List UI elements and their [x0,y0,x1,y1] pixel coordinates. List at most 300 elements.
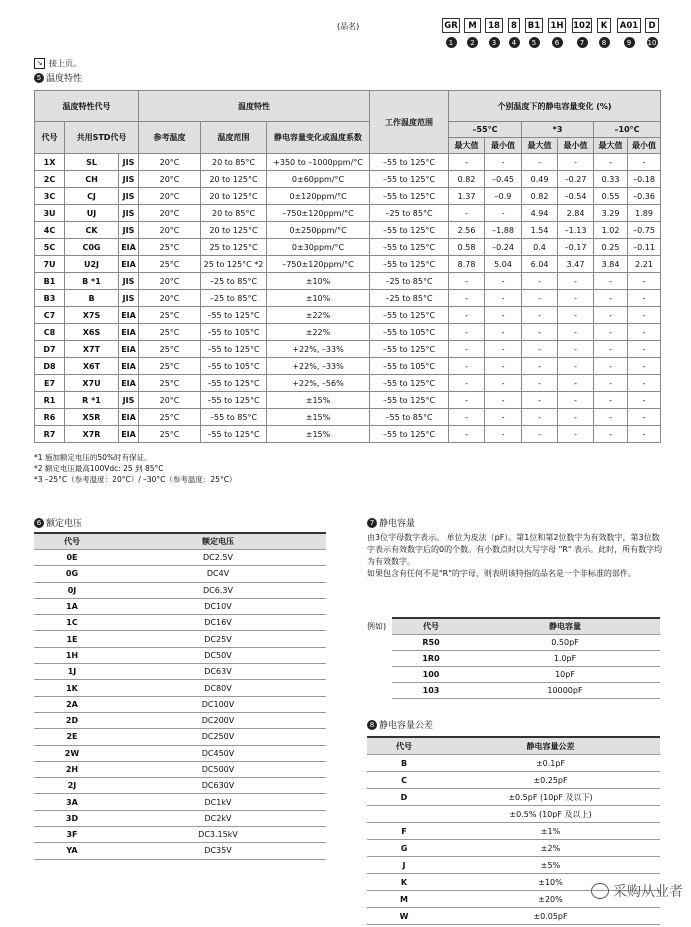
table-cell: 0.82 [522,188,558,205]
code-number-icon: 7 [577,37,588,48]
table-cell: 5.04 [485,256,522,273]
table-cell: 10000pF [470,683,660,699]
table-cell: JIS [119,188,139,205]
table-cell: –55 to 125°C [370,375,449,392]
col-temp-char: 温度特性 [139,91,370,122]
table-cell: –25 to 85°C [370,273,449,290]
table-cell: DC250V [110,729,326,745]
table-cell: –0.17 [558,239,594,256]
cap-table [392,617,660,699]
table-cell: - [594,290,628,307]
table-cell: –55 to 125°C [370,426,449,443]
table-cell: 0.55 [594,188,628,205]
table-cell: 1.37 [449,188,485,205]
table-row [35,409,661,426]
table-cell: ±0.05pF [441,908,660,925]
table-cell: - [558,375,594,392]
table-cell: - [485,341,522,358]
table-cell: - [485,409,522,426]
table-cell: - [628,341,661,358]
table-cell: –55 to 85°C [201,409,267,426]
table-cell: –0.27 [558,171,594,188]
table-cell: 2A [34,696,110,712]
table-cell: CK [65,222,119,239]
continued-note [34,58,81,69]
temp-char-table [34,90,661,443]
code-box: GR [442,18,460,33]
table-row [367,789,660,806]
table-row [34,843,326,859]
table-cell: 3D [34,810,110,826]
code-box: 1H [548,18,566,33]
table-cell [367,806,441,823]
table-cell: –55 to 105°C [370,358,449,375]
table-row [34,827,326,843]
table-cell: ±15% [267,409,370,426]
cap-description [367,532,667,580]
table-cell: X5R [65,409,119,426]
table-cell: R6 [35,409,65,426]
table-cell: - [594,324,628,341]
code-number-icon: 9 [624,37,635,48]
table-cell: ±22% [267,324,370,341]
table-cell: –25 to 85°C [201,290,267,307]
table-cell: 1.0pF [470,651,660,667]
table-row [35,171,661,188]
table-cell: –55 to 125°C [201,341,267,358]
temp-section-heading [34,71,82,84]
table-cell: 0.50pF [470,635,660,651]
table-cell: EIA [119,375,139,392]
table-cell: 2C [35,171,65,188]
table-cell: - [594,154,628,171]
table-cell: DC25V [110,631,326,647]
table-cell: G [367,840,441,857]
col-code: 代号 [392,618,470,635]
table-cell: - [628,324,661,341]
table-cell: EIA [119,239,139,256]
table-cell: ±10% [441,874,660,891]
table-cell: - [449,426,485,443]
table-cell: - [485,324,522,341]
table-row [35,358,661,375]
col-t2: *3 [522,122,594,138]
table-cell: 0±250ppm/°C [267,222,370,239]
col-working-range: 工作温度范围 [370,91,449,154]
table-cell: 25°C [139,426,201,443]
table-cell: 0.4 [522,239,558,256]
table-cell: ±15% [267,392,370,409]
table-cell: - [628,273,661,290]
table-cell: –750±120ppm/°C [267,256,370,273]
code-box: 102 [572,18,592,33]
col-temp-range: 温度范围 [201,122,267,154]
col-t3: –10°C [594,122,661,138]
table-cell: 2.84 [558,205,594,222]
table-cell: - [558,409,594,426]
table-cell: 20°C [139,171,201,188]
table-cell: –0.75 [628,222,661,239]
table-cell: C0G [65,239,119,256]
col-tolerance: 静电容量公差 [441,737,660,755]
col-ref-temp: 参考温度 [139,122,201,154]
table-cell: E7 [35,375,65,392]
temp-section-title: 温度特性 [46,74,83,84]
table-cell: 3.29 [594,205,628,222]
table-cell: 25°C [139,341,201,358]
table-cell: 0.33 [594,171,628,188]
table-row [35,239,661,256]
table-cell: - [449,392,485,409]
code-number-icon: 1 [446,37,457,48]
table-cell: –55 to 125°C [370,171,449,188]
table-cell: - [628,409,661,426]
table-row [367,857,660,874]
table-cell: –55 to 125°C [370,154,449,171]
table-cell: JIS [119,392,139,409]
table-cell: 2D [34,712,110,728]
table-cell: - [594,358,628,375]
table-cell: D7 [35,341,65,358]
table-row [367,840,660,857]
table-cell: - [485,205,522,222]
table-cell: - [558,154,594,171]
table-cell: 0.25 [594,239,628,256]
table-cell: - [594,273,628,290]
table-cell: - [594,375,628,392]
table-row [34,810,326,826]
table-cell: D [367,789,441,806]
table-cell: 10pF [470,667,660,683]
table-cell: - [558,273,594,290]
table-cell: 1A [34,598,110,614]
table-cell: 3.47 [558,256,594,273]
table-cell: - [522,341,558,358]
code-number-icon: 10 [647,38,657,47]
table-cell: CH [65,171,119,188]
table-cell: UJ [65,205,119,222]
table-cell: ±1% [441,823,660,840]
table-cell: ±5% [441,857,660,874]
table-cell: - [558,290,594,307]
table-cell: - [522,358,558,375]
table-cell: - [449,273,485,290]
continued-label: 接上页。 [49,59,81,68]
note-1: *1 施加额定电压的50%时有保证。 [34,453,152,462]
table-cell: - [558,392,594,409]
table-cell: 6.04 [522,256,558,273]
table-row [34,647,326,663]
table-cell: –55 to 125°C [370,256,449,273]
section-number-icon: 8 [367,720,377,730]
voltage-section-title: 额定电压 [46,519,83,529]
table-row [35,273,661,290]
table-cell: –55 to 125°C [201,392,267,409]
table-cell: C7 [35,307,65,324]
table-row [367,755,660,772]
col-max: 最大值 [449,138,485,154]
col-min: 最小值 [628,138,661,154]
table-cell: –55 to 125°C [370,392,449,409]
table-row [392,683,660,699]
table-cell: DC2.5V [110,550,326,566]
table-cell: - [558,307,594,324]
table-cell: YA [34,843,110,859]
table-cell: 2J [34,778,110,794]
table-cell: - [485,392,522,409]
table-row [34,680,326,696]
table-cell: 3U [35,205,65,222]
table-row [35,256,661,273]
code-number-icon: 2 [467,37,478,48]
table-cell: –55 to 125°C [201,426,267,443]
table-cell: ±0.25pF [441,772,660,789]
table-cell: EIA [119,307,139,324]
table-cell: EIA [119,409,139,426]
table-cell: DC3.15kV [110,827,326,843]
table-cell: 3.84 [594,256,628,273]
part-number-label: (品名) [337,22,360,31]
table-cell: –55 to 125°C [201,307,267,324]
table-cell: –0.45 [485,171,522,188]
table-row [34,745,326,761]
code-box: 18 [485,18,503,33]
table-cell: –55 to 105°C [370,324,449,341]
table-row [34,729,326,745]
table-cell: –55 to 105°C [201,324,267,341]
col-cap-coeff: 静电容量变化或温度系数 [267,122,370,154]
table-cell: - [522,409,558,426]
table-cell: - [449,409,485,426]
table-cell: 1J [34,664,110,680]
table-cell: DC200V [110,712,326,728]
table-cell: - [558,426,594,443]
code-number-icon: 6 [552,37,563,48]
table-row [34,664,326,680]
table-cell: 3F [34,827,110,843]
table-row [367,806,660,823]
table-cell: R7 [35,426,65,443]
table-cell: 20°C [139,205,201,222]
table-cell: ±2% [441,840,660,857]
note-2: *2 额定电压最高100Vdc: 25 到 85°C [34,464,164,473]
table-cell: 0G [34,566,110,582]
table-cell: D8 [35,358,65,375]
table-row [34,615,326,631]
table-cell: 2H [34,761,110,777]
table-cell: - [628,426,661,443]
table-cell: –0.11 [628,239,661,256]
table-cell: –55 to 125°C [370,307,449,324]
table-cell: EIA [119,426,139,443]
voltage-table [34,532,326,860]
table-cell: CJ [65,188,119,205]
table-cell: 1E [34,631,110,647]
table-cell: 0±60ppm/°C [267,171,370,188]
table-cell: DC10V [110,598,326,614]
col-code: 代号 [34,533,110,550]
table-cell: –0.18 [628,171,661,188]
table-cell: ±15% [267,426,370,443]
table-cell: 25°C [139,375,201,392]
col-capacitance: 静电容量 [470,618,660,635]
table-cell: J [367,857,441,874]
table-cell: R1 [35,392,65,409]
col-max: 最大值 [594,138,628,154]
table-cell: 103 [392,683,470,699]
table-row [35,324,661,341]
table-cell: - [449,341,485,358]
table-cell: - [558,341,594,358]
code-box: B1 [525,18,543,33]
table-cell: U2J [65,256,119,273]
table-cell: - [594,426,628,443]
table-cell: DC16V [110,615,326,631]
cap-text-2: 如果包含有任何不是"R"的字母，则表明该特指的品名是一个非标准的部件。 [367,569,636,578]
table-cell: - [628,154,661,171]
code-number-icon: 8 [599,37,610,48]
table-cell: DC500V [110,761,326,777]
table-cell: - [594,392,628,409]
table-cell: - [449,324,485,341]
table-cell: M [367,891,441,908]
table-cell: - [485,307,522,324]
table-cell: –25 to 85°C [370,205,449,222]
table-cell: 25°C [139,239,201,256]
table-cell: 25 to 125°C *2 [201,256,267,273]
table-cell: –55 to 105°C [201,358,267,375]
table-row [34,631,326,647]
table-row [367,823,660,840]
table-cell: –1.88 [485,222,522,239]
table-cell: –25 to 85°C [201,273,267,290]
table-cell: 20 to 125°C [201,171,267,188]
table-cell: X7R [65,426,119,443]
table-cell: - [594,307,628,324]
table-row [367,908,660,925]
watermark-text: 采购从业者 [613,884,683,900]
tol-section-title: 静电容量公差 [379,721,434,731]
table-cell: ±10% [267,273,370,290]
table-cell: –750±120ppm/°C [267,205,370,222]
table-cell: - [594,341,628,358]
table-cell: JIS [119,205,139,222]
table-cell: 4.94 [522,205,558,222]
table-cell: –0.54 [558,188,594,205]
table-cell: –55 to 125°C [370,188,449,205]
table-cell: –0.36 [628,188,661,205]
table-cell: 25°C [139,307,201,324]
section-number-icon: 5 [34,73,44,83]
table-cell: 0.49 [522,171,558,188]
voltage-section-heading [34,516,82,529]
temp-notes [34,452,236,485]
table-cell: 20°C [139,154,201,171]
table-cell: –0.24 [485,239,522,256]
code-box: 8 [508,18,520,33]
table-row [34,794,326,810]
table-cell: - [449,154,485,171]
table-cell: ±10% [267,290,370,307]
code-number-icon: 3 [489,37,500,48]
table-cell: B *1 [65,273,119,290]
table-cell: DC100V [110,696,326,712]
section-number-icon: 7 [367,518,377,528]
table-cell: –1.13 [558,222,594,239]
table-cell: 0±30ppm/°C [267,239,370,256]
table-cell: –55 to 125°C [201,375,267,392]
table-cell: B3 [35,290,65,307]
table-cell: 2.56 [449,222,485,239]
table-cell: –25 to 85°C [370,290,449,307]
table-cell: 7U [35,256,65,273]
table-cell: 20°C [139,273,201,290]
table-cell: JIS [119,290,139,307]
table-cell: 0J [34,582,110,598]
table-cell: DC63V [110,664,326,680]
table-cell: - [449,205,485,222]
col-cap-change: 个别温度下的静电容量变化 (%) [449,91,661,122]
table-row [35,154,661,171]
table-cell: 4C [35,222,65,239]
table-row [34,598,326,614]
table-cell: B [65,290,119,307]
table-cell: X6S [65,324,119,341]
table-cell: - [628,392,661,409]
col-max: 最大值 [522,138,558,154]
table-row [367,772,660,789]
table-cell: 25°C [139,358,201,375]
table-cell: –55 to 125°C [370,341,449,358]
table-row [34,778,326,794]
table-cell: 20°C [139,222,201,239]
table-cell: 5C [35,239,65,256]
table-cell: X7S [65,307,119,324]
table-cell: 0.82 [449,171,485,188]
table-cell: DC450V [110,745,326,761]
table-cell: 1X [35,154,65,171]
table-row [35,222,661,239]
example-label: 例如) [367,622,387,631]
table-cell: DC80V [110,680,326,696]
table-cell: - [485,358,522,375]
code-box: D [645,18,659,33]
code-box: M [464,18,481,33]
table-cell: - [485,273,522,290]
table-row [34,550,326,566]
table-row [35,341,661,358]
table-cell: 1C [34,615,110,631]
table-cell: 1.54 [522,222,558,239]
table-cell: ±0.5pF (10pF 及以下) [441,789,660,806]
table-row [35,290,661,307]
table-cell: EIA [119,358,139,375]
table-row [35,188,661,205]
table-cell: DC6.3V [110,582,326,598]
col-min: 最小值 [558,138,594,154]
table-cell: - [522,426,558,443]
table-cell: EIA [119,256,139,273]
table-cell: DC1kV [110,794,326,810]
table-cell: +22%, –56% [267,375,370,392]
cap-section-title: 静电容量 [379,519,416,529]
table-row [392,667,660,683]
table-cell: 0.58 [449,239,485,256]
table-cell: X7T [65,341,119,358]
table-row [34,566,326,582]
table-cell: JIS [119,273,139,290]
table-cell: B [367,755,441,772]
